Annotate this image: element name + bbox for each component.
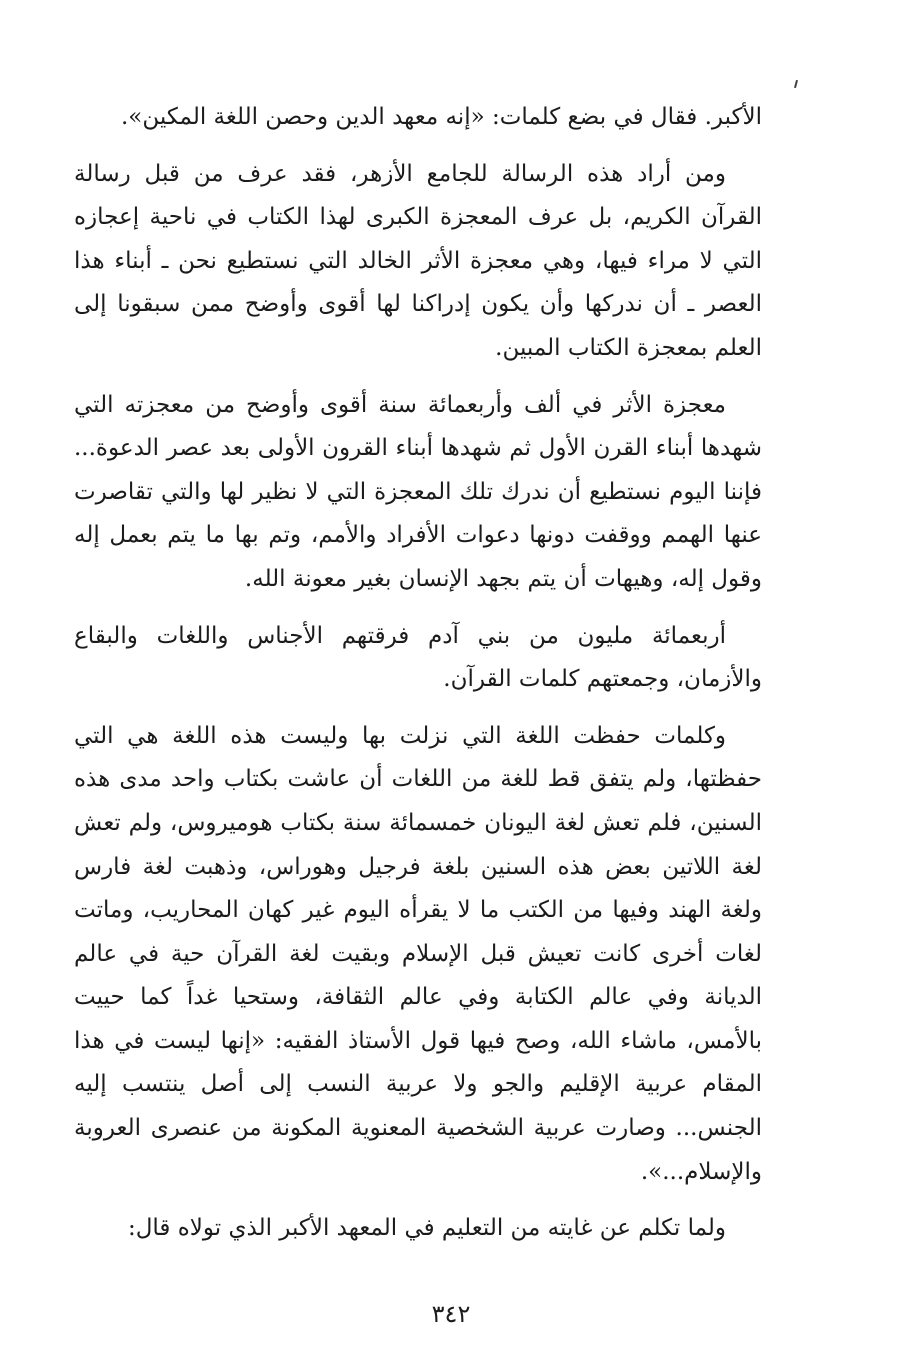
paragraph: معجزة الأثر في ألف وأربعمائة سنة أقوى وأوضح من معجزته التي شهدها أبناء القرن الأول ثم شهدها أبناء القرون الأولى بعد عصر الدعوة... فإننا اليوم نستطيع أن ندرك تلك المعجزة التي لا نظير لها والتي تقاصرت عنها الهمم ووقفت دونها دعوات الأفراد والأمم، وتم بها ما يتم بعمل إله وقول إله، وهيهات أن يتم بجهد الإنسان بغير معونة الله. xyxy=(74,391,762,592)
corner-mark xyxy=(794,80,798,88)
paragraph: أربعمائة مليون من بني آدم فرقتهم الأجناس واللغات والبقاع والأزمان، وجمعتهم كلمات القرآن. xyxy=(74,622,762,693)
paragraph: ولما تكلم عن غايته من التعليم في المعهد الأكبر الذي تولاه قال: xyxy=(127,1215,726,1242)
paragraph: ومن أراد هذه الرسالة للجامع الأزهر، فقد عرف من قبل رسالة القرآن الكريم، بل عرف المعجزة الكبرى لهذا الكتاب في ناحية إعجازه التي لا مراء فيها، وهي معجزة الأثر الخالد التي نستطيع نحن ـ أبناء هذا العصر ـ أن ندركها وأن يكون إدراكنا لها أقوى وأوضح ممن سبقونا إلى العلم بمعجزة الكتاب المبين. xyxy=(74,160,762,361)
paragraph-continuation: الأكبر. فقال في بضع كلمات: «إنه معهد الدين وحصن اللغة المكين». xyxy=(121,104,762,130)
paragraph: وكلمات حفظت اللغة التي نزلت بها وليست هذه اللغة هي التي حفظتها، ولم يتفق قط للغة من اللغات أن عاشت بكتاب واحد مدى هذه السنين، فلم تعش لغة اليونان خمسمائة سنة بكتاب هوميروس، ولم تعش لغة اللاتين بعض هذه السنين بلغة فرجيل وهوراس، وذهبت لغة فارس ولغة الهند وفيها من الكتب ما لا يقرأه اليوم غير كهان المحاريب، وماتت لغات أخرى كانت تعيش قبل الإسلام وبقيت لغة القرآن حية في عالم الديانة وفي عالم الكتابة وفي عالم الثقافة، وستحيا غداً كما حييت بالأمس، ماشاء الله، وصح فيها قول الأستاذ الفقيه: «إنها ليست في هذا المقام عربية الإقليم والجو ولا عربية النسب إلى أصل ينتسب إليه الجنس... وصارت عربية الشخصية المعنوية المكونة من عنصرى العروبة والإسلام...». xyxy=(74,722,762,1185)
page-number: ٣٤٢ xyxy=(431,1300,471,1328)
page-body xyxy=(74,96,762,1264)
